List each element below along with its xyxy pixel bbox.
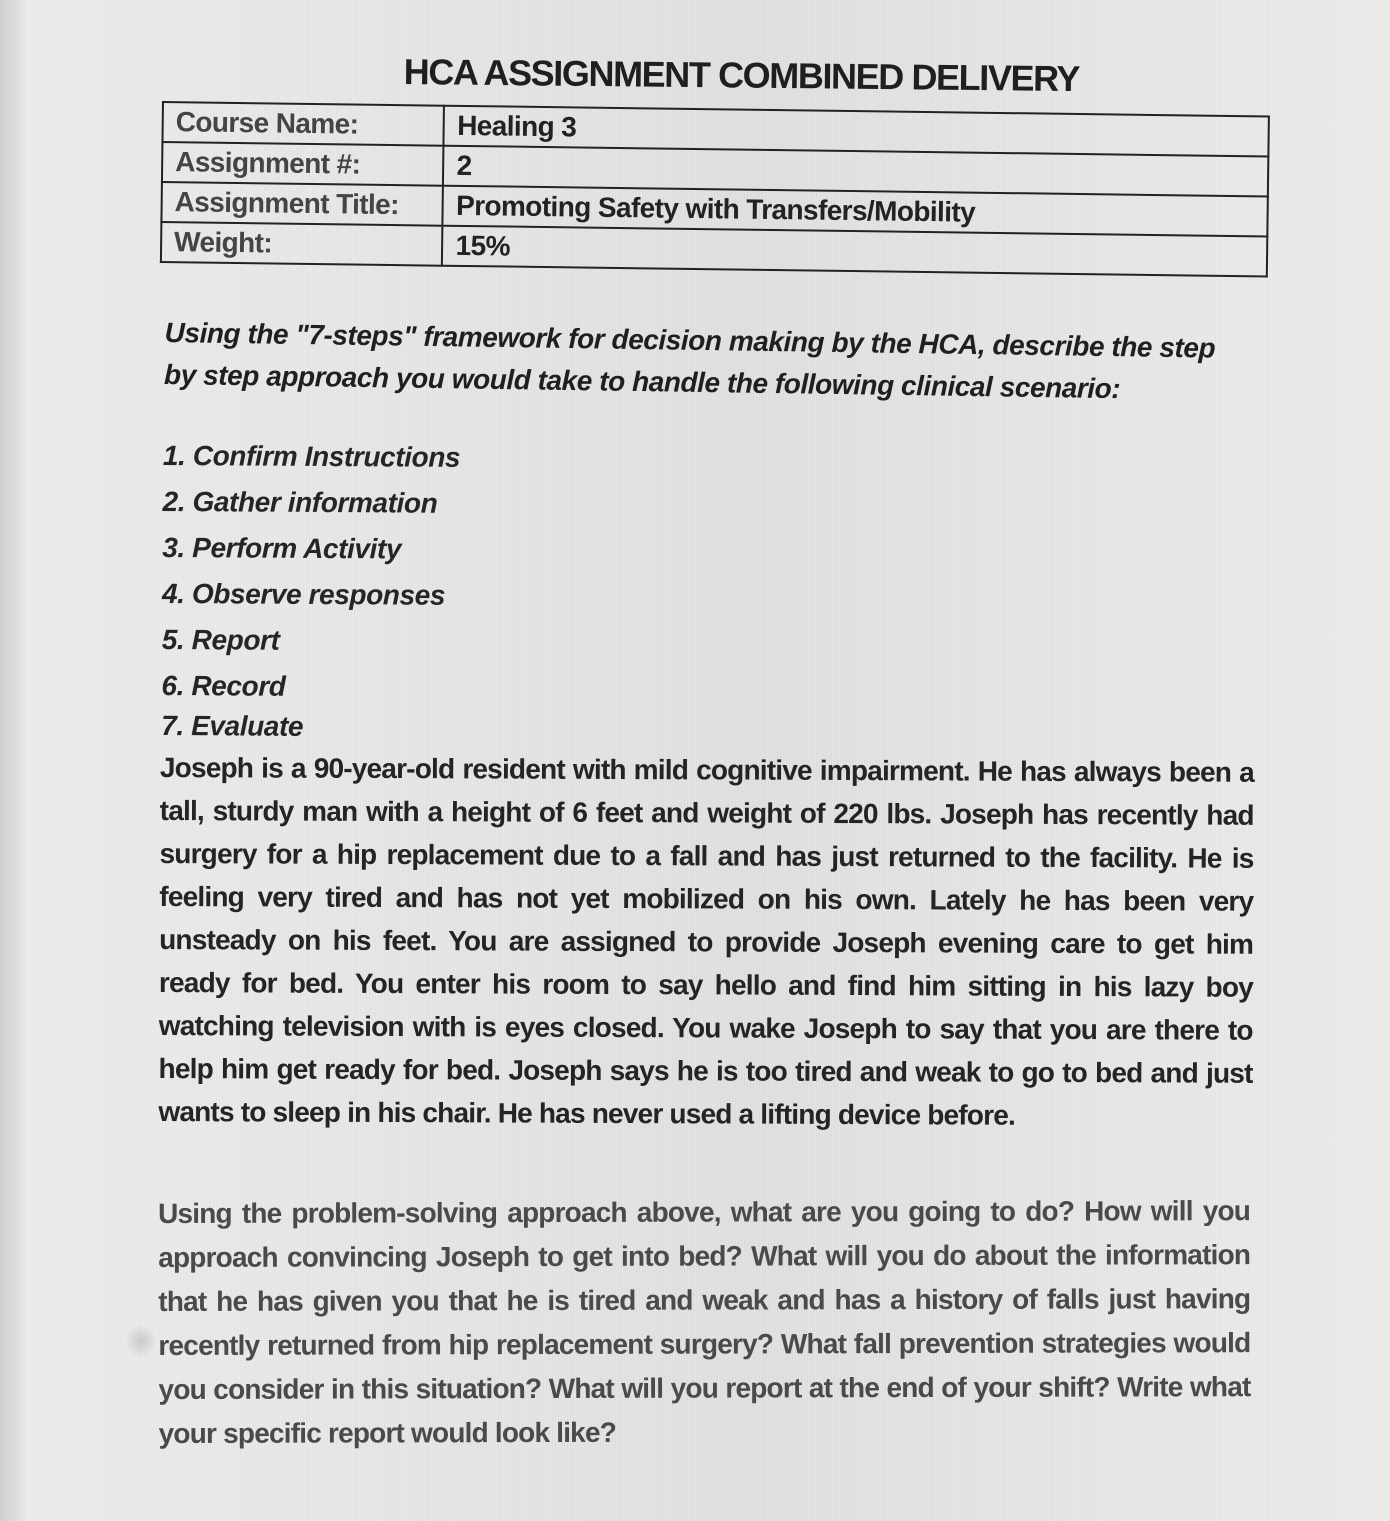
paper-shadow	[0, 0, 28, 1521]
paper-smudge	[127, 1322, 155, 1360]
framework-instruction: Using the "7-steps" framework for decision making by the HCA, describe the step by step approach you would take to handle the following clinical scenario:	[163, 316, 1216, 405]
assignment-title-value: Promoting Safety with Transfers/Mobility	[443, 186, 1268, 237]
document-title: HCA ASSIGNMENT COMBINED DELIVERY	[403, 50, 1080, 100]
step-gather-information: 2. Gather information	[162, 485, 438, 519]
assignment-number-label: Assignment #:	[162, 142, 444, 186]
assignment-title-label: Assignment Title:	[161, 182, 443, 226]
clinical-scenario: Joseph is a 90-year-old resident with mild cognitive impairment. He has always been a tall, sturdy man with a height of 6 feet and weight of 220 lbs. Joseph has recently had surgery for a hip replacement due to a fall and has just returned to the facility. He is feeling very tired and has not yet mobilized on his own. Lately he has been very unsteady on his feet. You are assigned to provide Joseph evening care to get him ready for bed. You enter his room to say hello and find him sitting in his lazy boy watching television with is eyes closed. You wake Joseph to say that you are there to help him get ready for bed. Joseph says he is too tired and weak to go to bed and just wants to sleep in his chair. He has never used a lifting device before.	[158, 751, 1254, 1131]
seven-steps-list	[161, 435, 543, 743]
assignment-questions: Using the problem-solving approach above, what are you going to do? How will you approach convincing Joseph to get into bed? What will you do about the information that he has given you that he is tired and weak and has a history of falls just having recently returned from hip replacement surgery? What fall prevention strategies would you consider in this situation? What will you report at the end of your shift? Write what your specific report would look like?	[158, 1195, 1251, 1449]
course-name-value: Healing 3	[444, 106, 1269, 157]
weight-label: Weight:	[161, 222, 443, 266]
step-record: 6. Record	[161, 669, 286, 702]
assignment-number-value: 2	[443, 146, 1268, 197]
step-observe-responses: 4. Observe responses	[161, 577, 446, 611]
course-name-label: Course Name:	[162, 102, 444, 146]
step-confirm-instructions: 1. Confirm Instructions	[162, 439, 461, 473]
weight-value: 15%	[442, 226, 1267, 277]
step-report: 5. Report	[161, 623, 280, 656]
step-evaluate: 7. Evaluate	[161, 709, 304, 742]
step-perform-activity: 3. Perform Activity	[162, 531, 402, 565]
assignment-info-table	[160, 101, 1270, 277]
